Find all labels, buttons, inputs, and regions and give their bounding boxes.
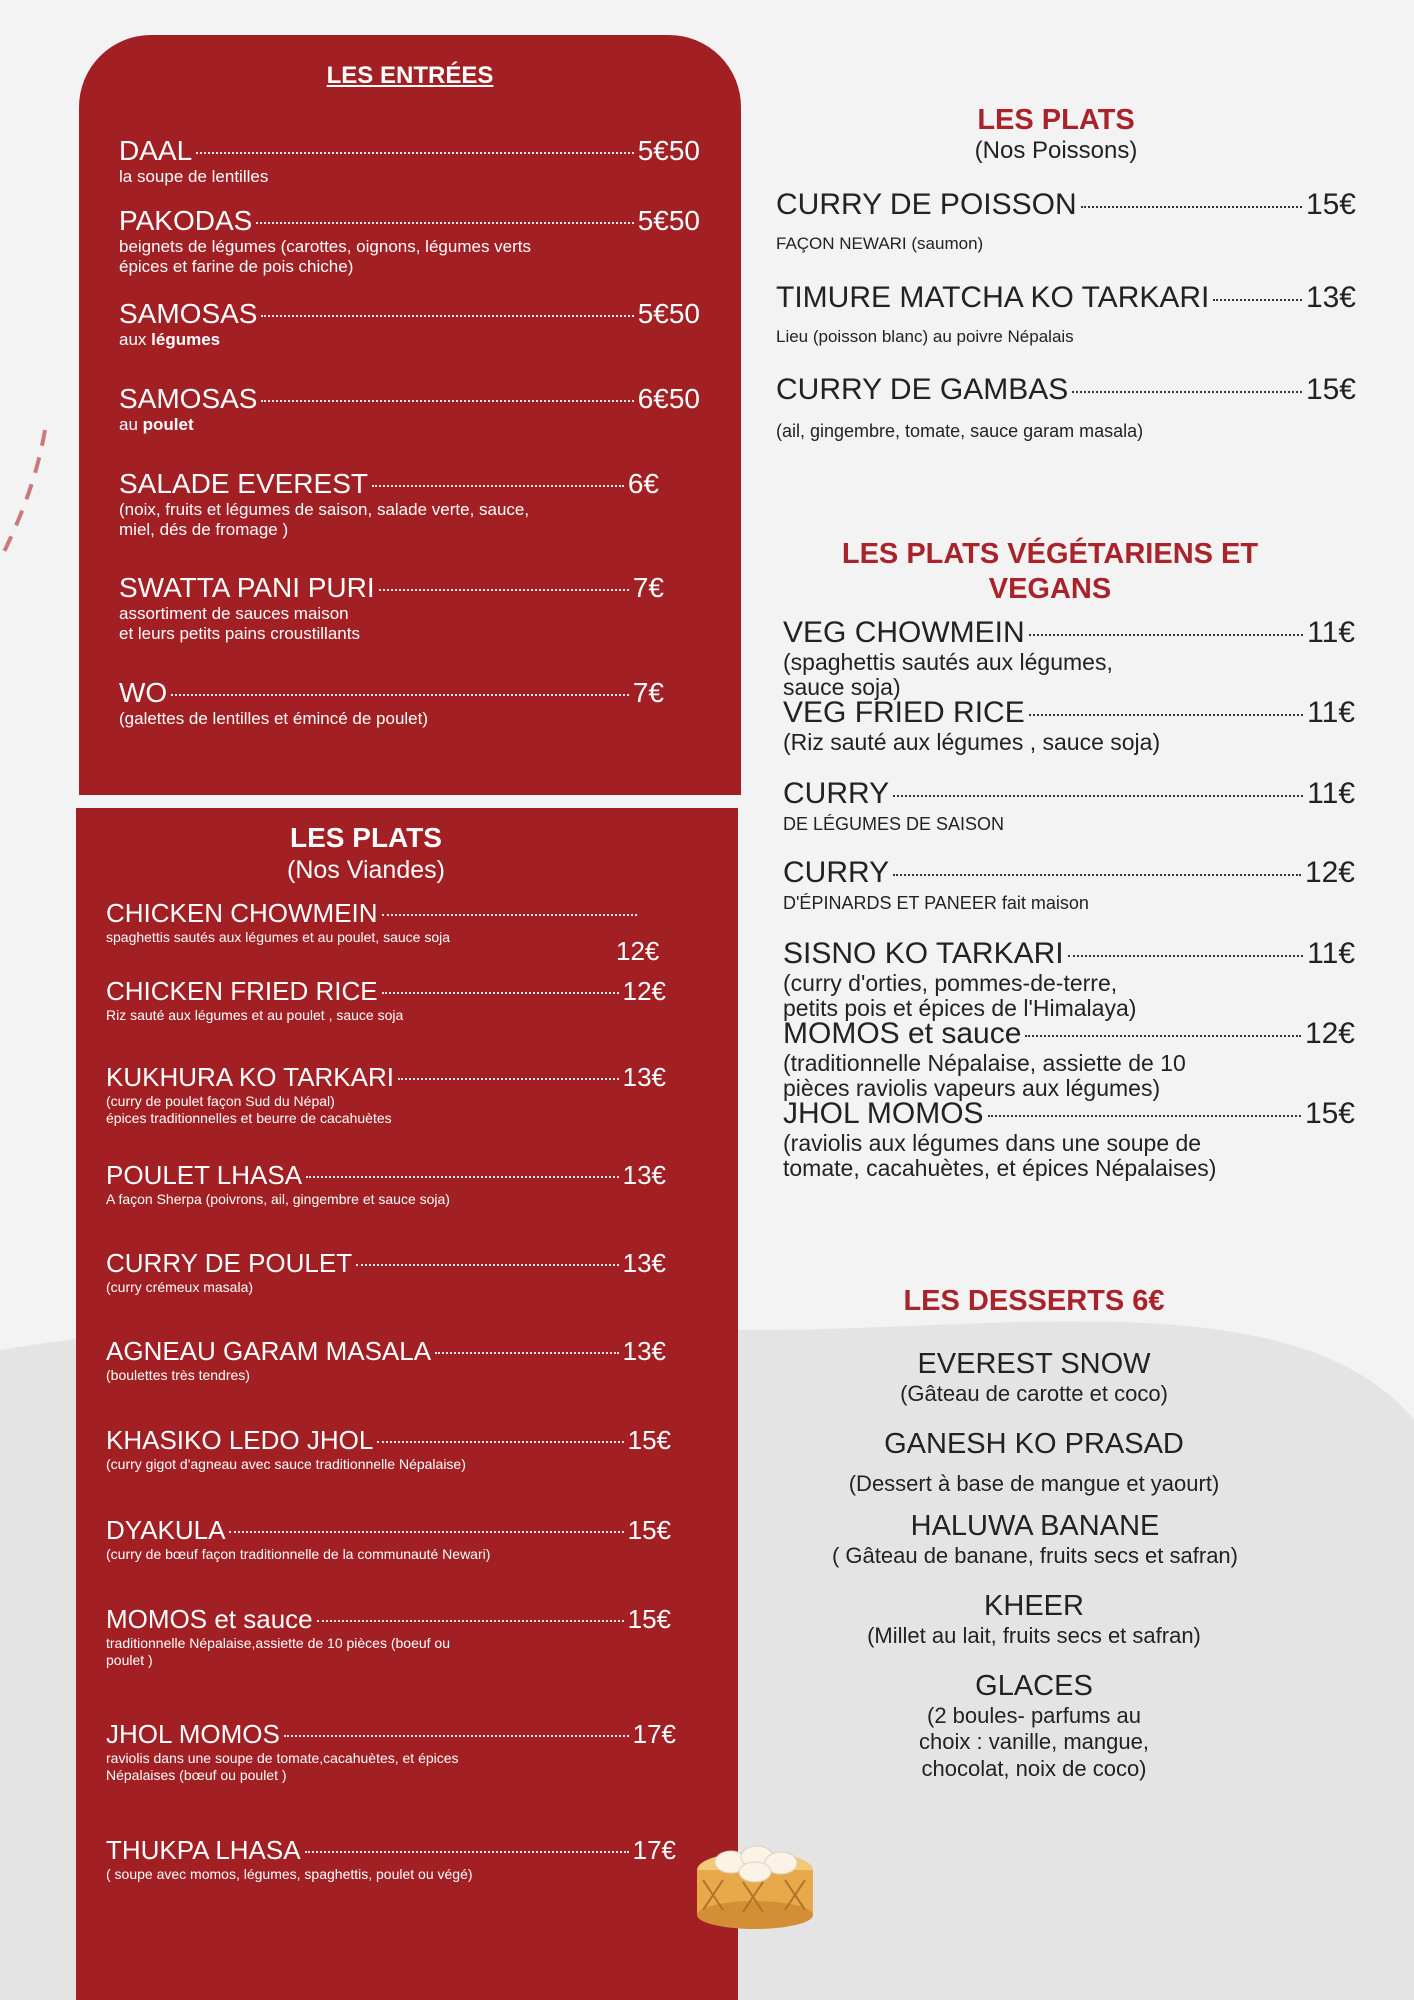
vegetariens-title: LES PLATS VÉGÉTARIENS ET VEGANS [841, 538, 1259, 605]
item-desc: Népalaises (bœuf ou poulet ) [106, 1766, 287, 1783]
item-price: 15€ [627, 1425, 671, 1455]
menu-item [783, 1097, 1355, 1182]
poissons-subtitle: (Nos Poissons) [974, 137, 1138, 164]
dessert-item [800, 1510, 1270, 1569]
item-desc: (Riz sauté aux légumes , sauce soja) [783, 729, 1161, 755]
item-desc: tomate, cacahuètes, et épices Népalaises) [783, 1155, 1217, 1182]
dessert-item [814, 1590, 1254, 1649]
item-desc: poulet ) [106, 1651, 153, 1668]
viandes-panel [76, 808, 738, 2000]
item-name: CURRY [783, 856, 890, 889]
item-desc: (spaghettis sautés aux légumes, [783, 649, 1113, 675]
menu-item [106, 1248, 666, 1296]
item-name: CHICKEN FRIED RICE [106, 976, 378, 1006]
item-price: 7€ [632, 677, 664, 708]
menu-item [783, 777, 1355, 835]
viandes-title: LES PLATS [290, 822, 442, 853]
item-name: CURRY DE POULET [106, 1248, 353, 1278]
item-desc: (boulettes très tendres) [106, 1367, 250, 1383]
item-name: POULET LHASA [106, 1160, 303, 1190]
item-desc: (curry gigot d'agneau avec sauce traditionnelle Népalaise) [106, 1456, 466, 1472]
menu-item [119, 205, 700, 278]
item-price: 13€ [622, 1160, 666, 1190]
item-desc: (curry de poulet façon Sud du Népal) [106, 1093, 335, 1109]
item-price: 11€ [1307, 616, 1355, 649]
dessert-item [834, 1670, 1234, 1782]
item-desc: au poulet [119, 415, 194, 434]
menu-item [776, 188, 1356, 254]
item-name: SWATTA PANI PURI [119, 572, 375, 603]
menu-item [106, 1062, 666, 1127]
item-name: DYAKULA [106, 1515, 226, 1545]
dessert-name: HALUWA BANANE [910, 1510, 1160, 1542]
item-name: AGNEAU GARAM MASALA [106, 1336, 432, 1366]
item-price: 17€ [632, 1835, 676, 1865]
item-desc: (noix, fruits et légumes de saison, salade verte, sauce, miel, dés de fromage ) [119, 500, 530, 540]
item-desc: pièces raviolis vapeurs aux légumes) [783, 1075, 1161, 1102]
menu-item [106, 976, 666, 1024]
item-price: 11€ [1307, 696, 1355, 729]
item-name: SAMOSAS [119, 383, 258, 414]
item-price: 15€ [627, 1604, 671, 1634]
momos-steamer-icon [693, 1830, 818, 1930]
menu-item [776, 281, 1356, 347]
item-price: 11€ [1307, 777, 1355, 810]
item-desc: A façon Sherpa (poivrons, ail, gingembre et sauce soja) [106, 1191, 450, 1207]
dessert-desc: choix : vanille, mangue, [919, 1729, 1149, 1755]
item-name: WO [119, 677, 168, 708]
item-desc: beignets de légumes (carottes, oignons, légumes verts épices et farine de pois chiche) [119, 237, 532, 277]
item-price: 11€ [1307, 937, 1355, 970]
entrees-panel [79, 35, 741, 795]
dessert-desc: (Dessert à base de mangue et yaourt) [848, 1471, 1220, 1496]
item-desc: (curry de bœuf façon traditionnelle de la communauté Newari) [106, 1546, 491, 1562]
item-desc: la soupe de lentilles [119, 167, 269, 186]
item-price: 12€ [1304, 1017, 1355, 1050]
item-name: CURRY DE POISSON [776, 188, 1077, 221]
item-name: VEG FRIED RICE [783, 696, 1025, 729]
menu-item [106, 1425, 671, 1473]
menu-item [119, 135, 700, 187]
poissons-title: LES PLATS [977, 104, 1135, 136]
item-price: 13€ [622, 1248, 666, 1278]
item-desc: petits pois et épices de l'Himalaya) [783, 995, 1137, 1022]
item-name: PAKODAS [119, 205, 253, 236]
item-price: 17€ [632, 1719, 676, 1749]
menu-item [106, 1719, 676, 1784]
item-desc: (ail, gingembre, tomate, sauce garam masala) [776, 421, 1144, 441]
menu-item [119, 298, 700, 350]
menu-item [106, 898, 660, 966]
item-price: 6€50 [637, 383, 700, 414]
dessert-desc: chocolat, noix de coco) [921, 1755, 1147, 1781]
item-price: 12€ [622, 976, 666, 1006]
menu-item [106, 1336, 666, 1384]
item-price: 15€ [1305, 188, 1356, 221]
item-desc: D'ÉPINARDS ET PANEER fait maison [783, 893, 1089, 913]
menu-item [106, 1835, 676, 1883]
item-name: VEG CHOWMEIN [783, 616, 1025, 649]
dessert-item [814, 1428, 1254, 1497]
dessert-desc: (2 boules- parfums au [927, 1703, 1141, 1728]
item-desc: Riz sauté aux légumes et au poulet , sauce soja [106, 1007, 404, 1023]
menu-item [783, 856, 1355, 914]
item-name: CURRY DE GAMBAS [776, 373, 1069, 406]
item-name: MOMOS et sauce [783, 1017, 1022, 1050]
item-name: JHOL MOMOS [106, 1719, 280, 1749]
item-desc: assortiment de sauces maison [119, 604, 349, 623]
item-name: JHOL MOMOS [783, 1097, 984, 1130]
item-desc: (curry crémeux masala) [106, 1279, 254, 1295]
item-desc: spaghettis sautés aux légumes et au poulet, sauce soja [106, 929, 450, 945]
item-price: 5€50 [637, 205, 700, 236]
item-desc: ( soupe avec momos, légumes, spaghettis, poulet ou végé) [106, 1866, 473, 1882]
item-name: CHICKEN CHOWMEIN [106, 898, 378, 928]
menu-item [783, 1017, 1355, 1102]
item-desc: DE LÉGUMES DE SAISON [783, 814, 1005, 834]
item-desc: (traditionnelle Népalaise, assiette de 10 [783, 1050, 1186, 1076]
item-desc: (galettes de lentilles et émincé de poulet) [119, 709, 429, 728]
item-name: SAMOSAS [119, 298, 258, 329]
entrees-title: LES ENTRÉES [326, 62, 494, 89]
dessert-name: GANESH KO PRASAD [884, 1428, 1184, 1460]
item-desc: traditionnelle Népalaise,assiette de 10 pièces (boeuf ou [106, 1635, 451, 1651]
item-desc: et leurs petits pains croustillants [119, 624, 360, 644]
item-price: 5€50 [637, 135, 700, 166]
item-price: 12€ [616, 936, 660, 966]
item-desc: (curry d'orties, pommes-de-terre, [783, 970, 1118, 996]
item-name: TIMURE MATCHA KO TARKARI [776, 281, 1210, 314]
item-price: 13€ [1305, 281, 1356, 314]
item-price: 13€ [622, 1336, 666, 1366]
item-name: SISNO KO TARKARI [783, 937, 1064, 970]
menu-item [119, 468, 659, 541]
dessert-desc: (Gâteau de carotte et coco) [900, 1381, 1168, 1406]
desserts-title: LES DESSERTS 6€ [903, 1285, 1165, 1317]
item-name: SALADE EVEREST [119, 468, 368, 499]
item-price: 6€ [627, 468, 659, 499]
item-price: 7€ [632, 572, 664, 603]
item-price: 15€ [1304, 1097, 1355, 1130]
menu-item [776, 373, 1356, 443]
menu-item [119, 383, 700, 435]
dessert-name: EVEREST SNOW [917, 1348, 1151, 1380]
item-price: 13€ [622, 1062, 666, 1092]
menu-item [119, 677, 664, 729]
item-name: KHASIKO LEDO JHOL [106, 1425, 374, 1455]
dessert-desc: ( Gâteau de banane, fruits secs et safran) [831, 1543, 1238, 1568]
menu-item [106, 1604, 671, 1669]
dessert-desc: (Millet au lait, fruits secs et safran) [867, 1623, 1201, 1648]
menu-item [783, 696, 1355, 755]
item-desc: raviolis dans une soupe de tomate,cacahuètes, et épices [106, 1750, 459, 1766]
menu-item [119, 572, 664, 645]
menu-item [783, 616, 1355, 701]
dessert-item [834, 1348, 1234, 1407]
item-desc: aux légumes [119, 330, 221, 349]
item-name: MOMOS et sauce [106, 1604, 313, 1634]
item-name: KUKHURA KO TARKARI [106, 1062, 394, 1092]
item-price: 5€50 [637, 298, 700, 329]
item-price: 12€ [1304, 856, 1355, 889]
item-desc: sauce soja) [783, 674, 901, 701]
menu-item [106, 1515, 671, 1563]
item-desc: (raviolis aux légumes dans une soupe de [783, 1130, 1202, 1156]
item-desc: FAÇON NEWARI (saumon) [776, 234, 984, 253]
item-name: CURRY [783, 777, 890, 810]
viandes-subtitle: (Nos Viandes) [287, 856, 445, 884]
item-desc: Lieu (poisson blanc) au poivre Népalais [776, 327, 1074, 346]
item-name: THUKPA LHASA [106, 1835, 301, 1865]
dessert-name: KHEER [984, 1590, 1084, 1622]
item-price: 15€ [1305, 373, 1356, 406]
dessert-name: GLACES [975, 1670, 1093, 1702]
menu-item [106, 1160, 666, 1208]
item-price: 15€ [627, 1515, 671, 1545]
menu-item [783, 937, 1355, 1022]
item-desc: épices traditionnelles et beurre de cacahuètes [106, 1109, 392, 1126]
item-name: DAAL [119, 135, 193, 166]
